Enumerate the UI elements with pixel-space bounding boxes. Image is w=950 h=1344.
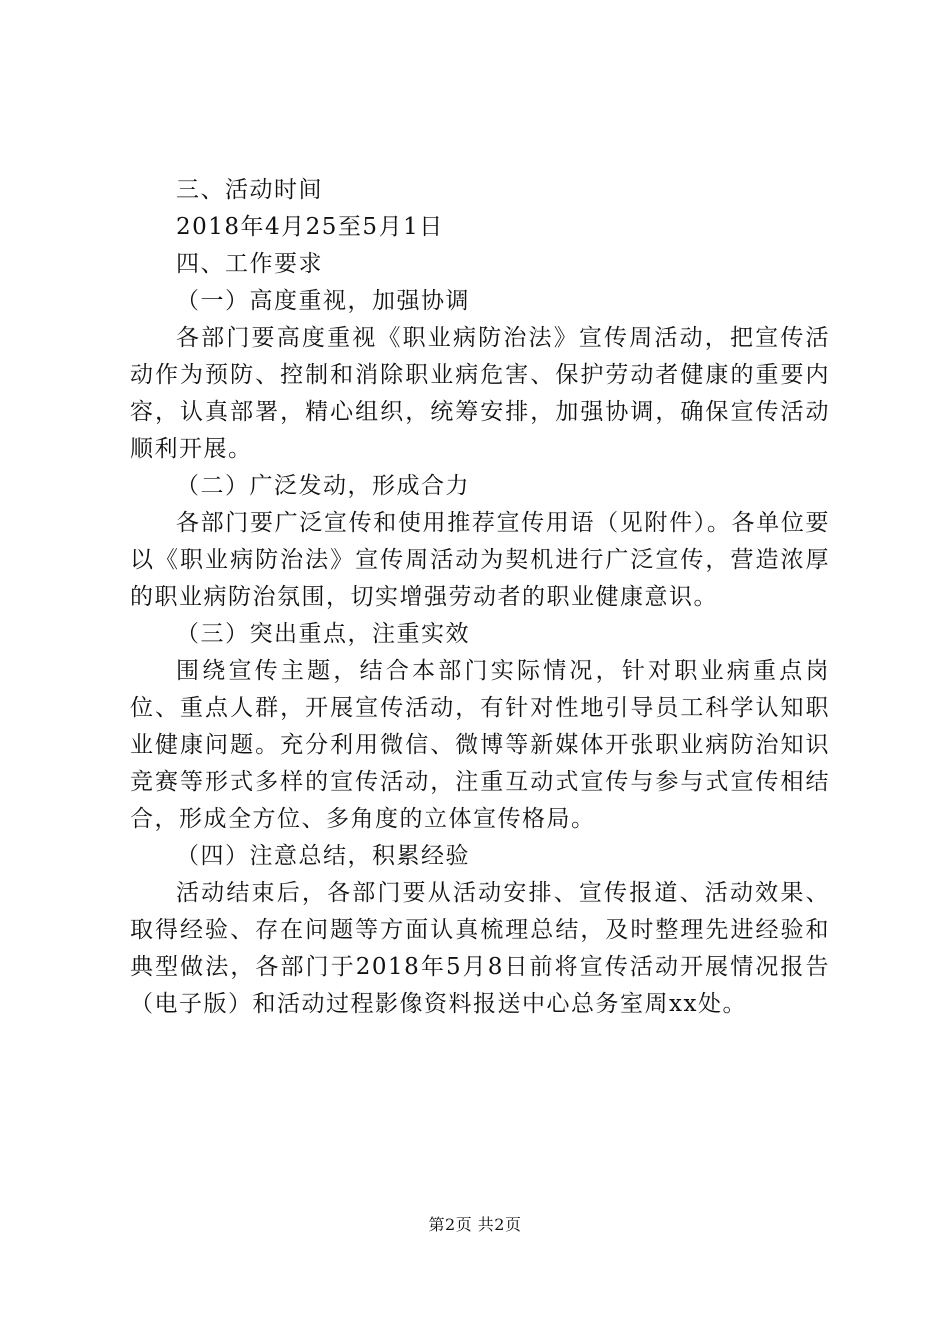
subheading-2: （二）广泛发动，形成合力 <box>176 473 470 499</box>
page-footer: 第2页 共2页 <box>428 1215 522 1234</box>
section-heading-work-requirements: 四、工作要求 <box>176 251 323 277</box>
activity-date-range: 2018年4月25至5月1日 <box>176 214 444 240</box>
paragraph-2: 各部门要广泛宣传和使用推荐宣传用语（见附件）。各单位要以《职业病防治法》宣传周活动为契机进行广泛宣传，营造浓厚的职业病防治氛围，切实增强劳动者的职业健康意识。 <box>130 510 830 610</box>
subheading-1: （一）高度重视，加强协调 <box>176 288 470 314</box>
section-heading-activity-time: 三、活动时间 <box>176 177 323 203</box>
paragraph-1: 各部门要高度重视《职业病防治法》宣传周活动，把宣传活动作为预防、控制和消除职业病危害、保护劳动者健康的重要内容，认真部署，精心组织，统筹安排，加强协调，确保宣传活动顺利开展。 <box>130 325 830 462</box>
document-body <box>130 172 830 1023</box>
subheading-3: （三）突出重点，注重实效 <box>176 621 470 647</box>
paragraph-4: 活动结束后，各部门要从活动安排、宣传报道、活动效果、取得经验、存在问题等方面认真梳理总结，及时整理先进经验和典型做法，各部门于2018年5月8日前将宣传活动开展情况报告（电子版）和活动过程影像资料报送中心总务室周xx处。 <box>130 880 830 1017</box>
subheading-4: （四）注意总结，积累经验 <box>176 843 470 869</box>
paragraph-3: 围绕宣传主题，结合本部门实际情况，针对职业病重点岗位、重点人群，开展宣传活动，有针对性地引导员工科学认知职业健康问题。充分利用微信、微博等新媒体开张职业病防治知识竞赛等形式多样的宣传活动，注重互动式宣传与参与式宣传相结合，形成全方位、多角度的立体宣传格局。 <box>130 658 830 832</box>
